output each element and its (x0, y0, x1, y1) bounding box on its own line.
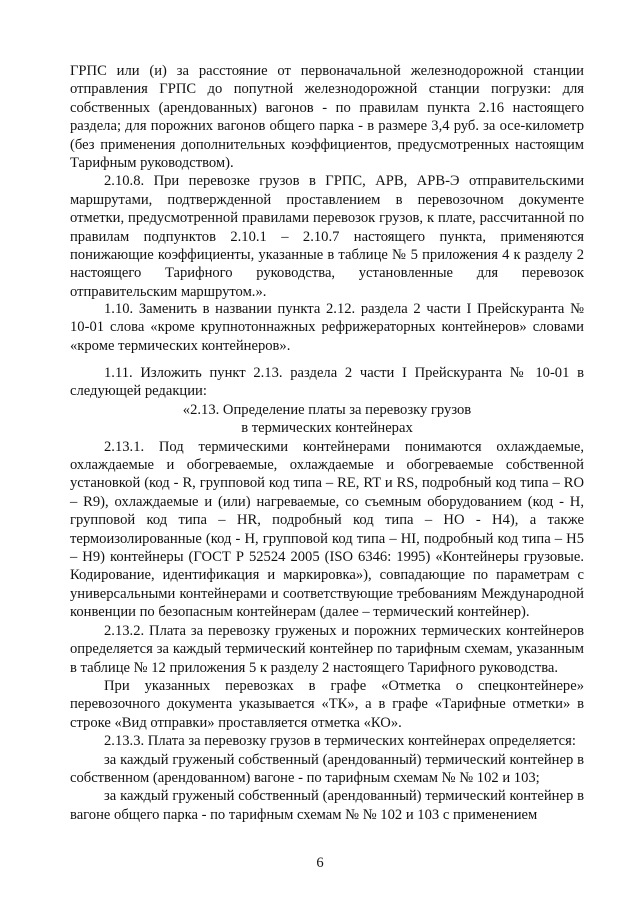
paragraph: 1.10. Заменить в названии пункта 2.12. раздела 2 части I Прейскуранта № 10-01 слова «кроме крупнотоннажных рефрижераторных контейнеров» словами «кроме термических контейнеров». (70, 301, 584, 354)
text-block-item-1-11 (70, 364, 584, 824)
paragraph: ГРПС или (и) за расстояние от первоначальной железнодорожной станции отправления ГРПС до попутной железнодорожной станции погрузки: для собственных (арендованных) вагонов - по правилам пункта 2.16 настоящего раздела; для порожних вагонов общего парка - в размере 3,4 руб. за осе-километр (без применения дополнительных коэффициентов, предусмотренных настоящим Тарифным руководством). (70, 63, 584, 172)
text-block-continuation (70, 62, 584, 301)
section-heading-line: «2.13. Определение платы за перевозку грузов (182, 401, 472, 418)
paragraph: за каждый груженый собственный (арендованный) термический контейнер в собственном (арендованном) вагоне - по тарифным схемам № № 102 и 103; (70, 751, 584, 786)
paragraph: 2.13.1. Под термическими контейнерами понимаются охлаждаемые, охлаждаемые и обогреваемые, охлаждаемые и обогреваемые собственной установкой (код - R, групповой код типа – RE, RT и RS, подробный код типа – RO – R9), охлаждаемые и (или) нагреваемые, со съемным оборудованием (код - H, групповой код типа – HR, подробный код типа – HO - H4), а также термоизолированные (код - H, групповой код типа – HI, подробный код типа – H5 – H9) контейнеры (ГОСТ Р 52524 2005 (ISO 6346: 1995) «Контейнеры грузовые. Кодирование, идентификация и маркировка»), совпадающие по параметрам с универсальными контейнерами и соответствующие требованиям Международной конвенции по безопасным контейнерам (далее – термический контейнер). (70, 438, 584, 621)
paragraph: 2.13.2. Плата за перевозку груженых и порожних термических контейнеров определяется за каждый термический контейнер по тарифным схемам, указанным в таблице № 12 приложения 5 к разделу 2 настоящего Тарифного руководства. (70, 622, 584, 676)
paragraph: за каждый груженый собственный (арендованный) термический контейнер в вагоне общего парка - по тарифным схемам № № 102 и 103 с применением (70, 788, 584, 823)
paragraph: 2.13.3. Плата за перевозку грузов в термических контейнерах определяется: (104, 733, 576, 750)
section-heading-line: в термических контейнерах (241, 420, 413, 437)
text-block-item-1-10 (70, 300, 584, 355)
page-number: 6 (316, 855, 324, 871)
paragraph: 2.10.8. При перевозке грузов в ГРПС, АРВ, АРВ-Э отправительскими маршрутами, подтвержденной проставлением в перевозочном документе отметки, предусмотренной правилами перевозок грузов, к плате, рассчитанной по правилам подпунктов 2.10.1 – 2.10.7 настоящего пункта, применяются понижающие коэффициенты, указанные в таблице № 5 приложения 4 к разделу 2 настоящего Тарифного руководства, установленные для перевозок отправительским маршрутом.». (70, 173, 584, 300)
paragraph: 1.11. Изложить пункт 2.13. раздела 2 части I Прейскуранта № 10-01 в следующей редакции: (70, 365, 584, 400)
paragraph: При указанных перевозках в графе «Отметка о спецконтейнере» перевозочного документа указывается «ТК», а в графе «Тарифные отметки» в строке «Вид отправки» проставляется отметка «КО». (70, 677, 584, 731)
